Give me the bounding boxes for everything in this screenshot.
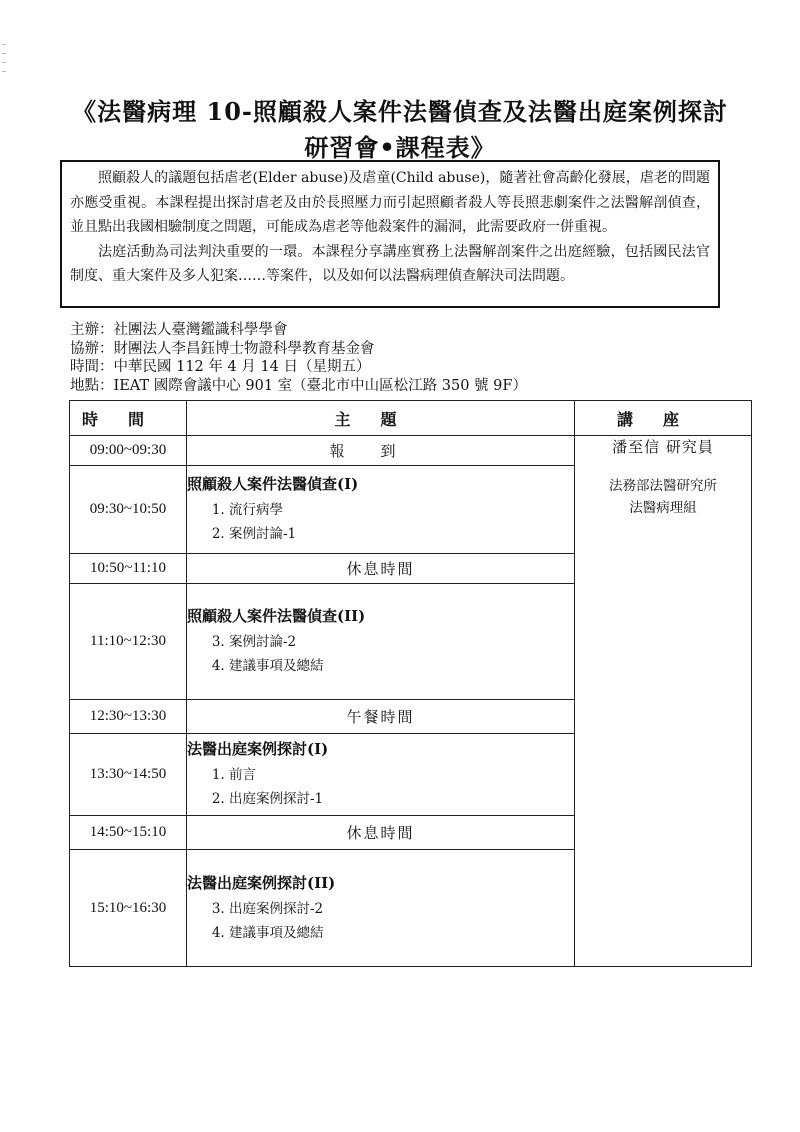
co-organizer: 協辦：財團法人李昌鈺博士物證科學教育基金會 [70,340,375,357]
session-topic [187,466,575,553]
header-time: 時間 [70,401,187,436]
speaker-org-line1: 法務部法醫研究所 [609,478,717,494]
session-time: 10:50~11:10 [70,553,187,583]
break-label: 午餐時間 [187,699,575,734]
topic-title: 照顧殺人案件法醫偵查(II) [187,607,366,626]
session-time: 09:00~09:30 [70,436,187,466]
schedule-header-row [70,401,752,436]
speaker-org-line2: 法醫病理組 [629,500,697,516]
intro-paragraph-2: 法庭活動為司法判決重要的一環。本課程分享講座實務上法醫解剖案件之出庭經驗，包括國民法官制度、重大案件及多人犯案……等案件，以及如何以法醫病理偵查解決司法問題。 [70,243,710,284]
intro-box [60,160,720,308]
topic-item: 1. 前言 [229,763,574,787]
page-title-line2: 研習會•課程表》 [304,133,496,162]
session-time: 11:10~12:30 [70,584,187,700]
speaker-name: 潘至信 研究員 [612,438,714,456]
page-title-line1: 《法醫病理 10-照顧殺人案件法醫偵查及法醫出庭案例探討 [72,97,728,126]
session-topic [187,584,575,700]
schedule-row [70,436,752,466]
event-time: 時間：中華民國 112 年 4 月 14 日（星期五） [70,359,371,375]
topic-title: 法醫出庭案例探討(II) [187,873,336,892]
topic-items [187,763,574,811]
topic-item: 3. 出庭案例探討-2 [229,897,574,921]
event-info [70,321,750,395]
break-label: 休息時間 [187,553,575,583]
session-time: 14:50~15:10 [70,815,187,850]
topic-item: 2. 案例討論-1 [229,522,574,546]
session-topic [187,734,575,815]
topic-item: 3. 案例討論-2 [229,630,574,654]
topic-items [187,630,574,678]
topic-item: 2. 出庭案例探討-1 [229,787,574,811]
topic-items [187,498,574,546]
schedule-table [69,400,752,967]
event-location: 地點：IEAT 國際會議中心 901 室（臺北市中山區松江路 350 號 9F） [70,377,527,394]
header-speaker: 講座 [575,401,752,436]
session-time: 15:10~16:30 [70,850,187,967]
topic-title: 法醫出庭案例探討(I) [187,740,329,759]
topic-items [187,897,574,945]
topic-item: 4. 建議事項及總結 [229,921,574,945]
scan-marks [2,44,8,84]
header-topic: 主題 [187,401,575,436]
topic-item: 4. 建議事項及總結 [229,654,574,678]
session-time: 13:30~14:50 [70,734,187,815]
organizer: 主辦：社團法人臺灣鑑識科學學會 [70,322,288,338]
break-label: 報到 [187,436,575,466]
session-time: 09:30~10:50 [70,466,187,553]
session-time: 12:30~13:30 [70,699,187,734]
intro-paragraph-1: 照顧殺人的議題包括虐老(Elder abuse)及虐童(Child abuse)，隨著社會高齡化發展，虐老的問題亦應受重視。本課程提出探討虐老及由於長照壓力而引起照顧者殺人等長照悲劇案件之法醫解剖偵查，並且點出我國相驗制度之問題，可能成為虐老等他殺案件的漏洞，此需要政府一併重視。 [70,170,710,235]
session-topic [187,850,575,967]
topic-item: 1. 流行病學 [229,498,574,522]
topic-title: 照顧殺人案件法醫偵查(I) [187,475,359,494]
speaker-cell [575,436,752,967]
break-label: 休息時間 [187,815,575,850]
